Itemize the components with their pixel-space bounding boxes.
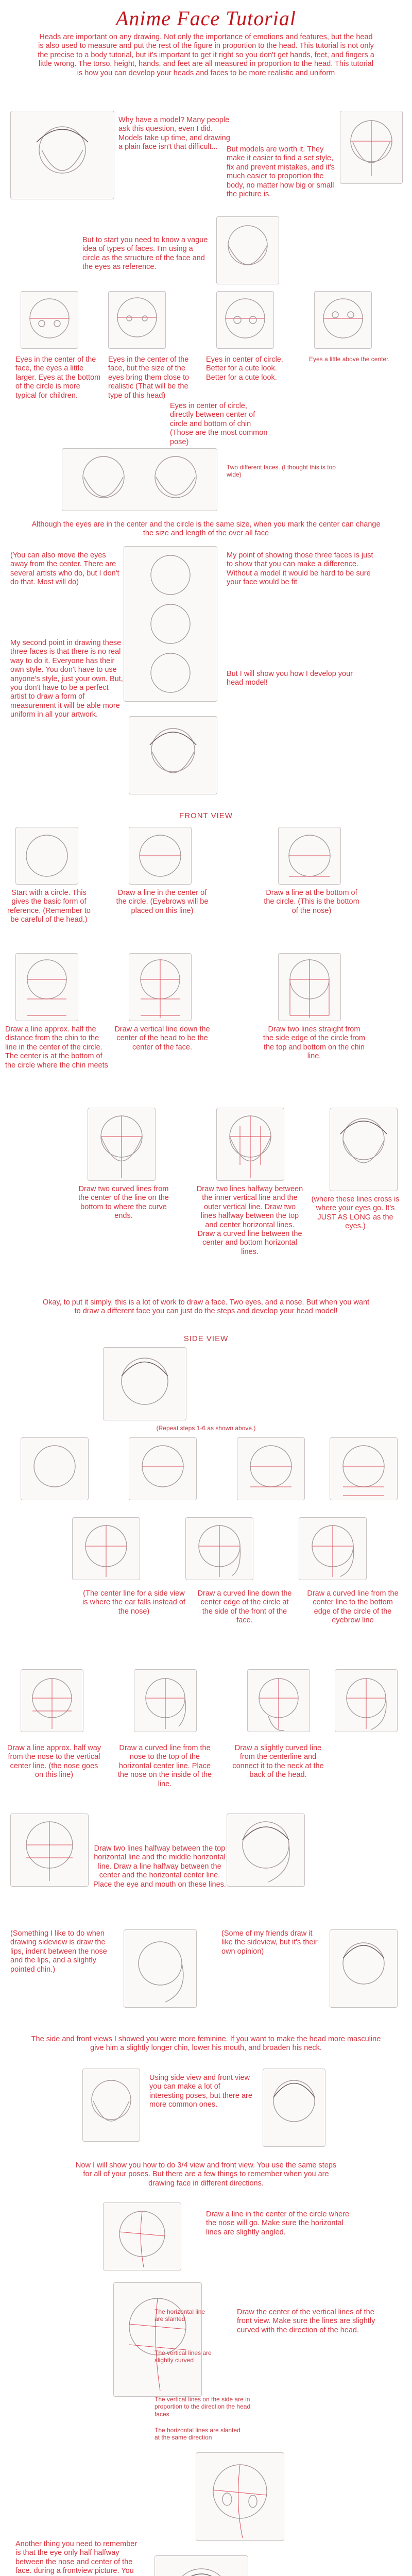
sketch-sv-friend — [330, 1929, 398, 2008]
sketch-tq-guide — [113, 2282, 202, 2397]
fv-step4-text: Draw a line approx. half the distance from the chin to the line in the center of the circle. The center is at the bottom of the circle where the chin meets — [5, 1025, 108, 1070]
sketch-tq-face — [154, 2555, 248, 2576]
sketch-sv-step7 — [299, 1517, 367, 1580]
sketch-girl-tilt — [129, 716, 217, 794]
intro-text: Heads are important on any drawing. Not only the importance of emotions and features, but the head is also used to measure and put the rest of the figure in proportion to the head. This tutorial is not only the precise to a body tutorial, but it's important to get it right so you don't get hands, feet, and fingers a little wrong. The torso, height, hands, and feet are all measured in proportion to the head. This tutorial is how you can develop your heads and faces to be more realistic and uniform — [38, 33, 374, 77]
sketch-fv-step1 — [15, 827, 78, 885]
sketch-sv-step4 — [330, 1437, 398, 1500]
sketch-sv-step3 — [237, 1437, 305, 1500]
sketch-sv-step9 — [134, 1669, 197, 1732]
sketch-sv-face-lines — [10, 1814, 89, 1887]
combine-text: Using side view and front view you can make a lot of interesting poses, but there are more common ones. — [149, 2074, 252, 2109]
side-view-heading: SIDE VIEW — [183, 1334, 229, 1343]
sketch-face-type-2 — [108, 291, 166, 349]
fv-step7-text: Draw two curved lines from the center of the line on the bottom to where the curve ends. — [78, 1185, 169, 1221]
fv-step1-text: Start with a circle. This gives the basic form of reference. (Remember to be careful of the head.) — [7, 889, 91, 924]
sketch-sad-girl — [10, 111, 114, 199]
sketch-face-type-3 — [216, 291, 274, 349]
tq-note2: The vertical lines are slightly curved — [154, 2349, 212, 2364]
sv-step4-text: Draw a line approx. half way from the nose to the vertical center line. (the nose goes on this line) — [7, 1744, 101, 1780]
sketch-three-faces — [124, 546, 217, 702]
sketch-pose-2 — [263, 2069, 325, 2147]
sketch-face-type-1 — [21, 291, 78, 349]
side-and-front-text: The side and front views I showed you were more feminine. If you want to make the head more masculine give him a slightly longer chin, lower his mouth, and broaden his neck. — [31, 2035, 381, 2053]
sv-step7-text: Draw two lines halfway between the top horizontal line and the middle horizontal line. Draw a line halfway between the center and the horizontal center line. Place the eye and mouth on these lines. — [93, 1844, 226, 1889]
tq-note4: The horizontal lines are slanted at the same direction — [154, 2427, 241, 2442]
sketch-fv-step7 — [88, 1108, 156, 1181]
develop-model-text: But I will show you how I develop your head model! — [227, 670, 353, 687]
sv-step1-text: (The center line for a side view is where the ear falls instead of the nose) — [82, 1589, 185, 1616]
sketch-fv-step6 — [278, 953, 341, 1021]
eyes-center-lower-text: Eyes in the center of the face, the eyes a little larger. Eyes at the bottom of the circle is more typical for children. — [15, 355, 101, 400]
sketch-sv-step1 — [21, 1437, 89, 1500]
fv-step2-text: Draw a line in the center of the circle. (Eyebrows will be placed on this line) — [116, 889, 209, 915]
models-useful-text: But models are worth it. They make it easier to find a set style, fix and prevent mistakes, and it's much easier to proportion the body, no matter how big or small the picture is. — [227, 145, 335, 198]
sketch-tq-step1 — [103, 2202, 181, 2270]
sv-step8-text: (Something I like to do when drawing sideview is draw the lips, indent between the nose and the lips, and a slightly pointed chin.) — [10, 1929, 107, 1974]
sketch-fv-step3 — [278, 827, 341, 885]
eyes-circle-center-text: Eyes in center of circle, directly between center of circle and bottom of chin (Those are the most common pose) — [170, 402, 268, 446]
okay-text: Okay, to put it simply, this is a lot of work to draw a face. Two eyes, and a nose. But when you want to draw a different face you can just do the steps and develop your head model! — [42, 1298, 370, 1316]
showing-faces-text: My point of showing those three faces is just to show that you can make a difference. Without a model it would be hard to be sure your face would be fit — [227, 551, 373, 587]
sketch-face-guide — [340, 111, 403, 184]
sv-step6-text: Draw a slightly curved line from the centerline and connect it to the neck at the back of the head. — [232, 1744, 324, 1780]
sv-step3-text: Draw a curved line from the center line to the bottom edge of the circle of the eyebrow line — [307, 1589, 399, 1625]
why-model-text: Why have a model? Many people ask this question, even I did. Models take up time, and drawing a plain face isn't that difficult... — [118, 116, 230, 151]
tq-note3: The vertical lines on the side are in proportion to the direction the head faces — [154, 2396, 251, 2418]
sketch-face-type-4 — [314, 291, 372, 349]
tq-step1-text: Draw a line in the center of the circle where the nose will go. Make sure the horizontal lines are slightly angled. — [206, 2210, 350, 2236]
sketch-sv-step6 — [185, 1517, 253, 1580]
sketch-fv-step8 — [216, 1108, 284, 1181]
sketch-pose-1 — [82, 2069, 140, 2142]
fv-step5-text: Draw a vertical line down the center of the head to be the center of the face. — [114, 1025, 210, 1052]
front-view-heading: FRONT VIEW — [179, 811, 233, 820]
two-faces-note: Two different faces. (I thought this is too wide) — [227, 464, 336, 479]
sketch-two-faces — [62, 448, 217, 511]
sketch-tq-eyes — [196, 2452, 284, 2541]
basic-idea-text: But to start you need to know a vague idea of types of faces. I'm using a circle as the structure of the face and the eyes as reference. — [82, 236, 208, 272]
sv-step5-text: Draw a curved line from the nose to the top of the horizontal center line. Place the nose on the inside of the line. — [117, 1744, 212, 1788]
fv-step8-text: Draw two lines halfway between the inner vertical line and the outer vertical line. Draw two lines halfway between the top and center horizontal lines. Draw a curved line between the center and bottom horizontal lines. — [196, 1185, 303, 1256]
sketch-fv-step2 — [129, 827, 192, 885]
adjust-eyes-text: Although the eyes are in the center and the circle is the same size, when you mark the center can change the size and length of the over all face — [31, 520, 381, 538]
eyes-center-face-text: Eyes in the center of the face, but the size of the eyes bring them close to realistic (That will be the type of this head) — [108, 355, 190, 400]
tq-step3-text: Another thing you need to remember is that the eye only half halfway between the nose and center of the face. during a frontview picture. You — [15, 2540, 138, 2575]
eyes-little-above-text: Eyes a little above the center. — [309, 355, 390, 363]
tq-step2-text: Draw the center of the vertical lines of the front view. Make sure the lines are slightly curved with the direction of the head. — [237, 2308, 375, 2334]
sv-step9-text: (Some of my friends draw it like the sideview, but it's their own opinion) — [221, 1929, 318, 1956]
page-title: Anime Face Tutorial — [115, 7, 297, 30]
fv-step6-text: Draw two lines straight from the side edge of the circle from the top and bottom on the chin line. — [263, 1025, 366, 1061]
eyes-center-circle-text: Eyes in center of circle. Better for a cute look. Better for a cute look. — [206, 355, 283, 382]
sketch-sv-lips — [124, 1929, 197, 2008]
sv-step2-text: Draw a curved line down the center edge of the circle at the side of the front of the face. — [197, 1589, 292, 1625]
sketch-sv-face-final — [227, 1814, 305, 1887]
sketch-sv-step8 — [21, 1669, 83, 1732]
tq-note1: The horizontal line are slanted — [154, 2308, 205, 2323]
sketch-sv-step10 — [247, 1669, 310, 1732]
fv-step8b-text: (where these lines cross is where your eyes go. It's JUST AS LONG as the eyes.) — [311, 1195, 400, 1231]
sketch-side-head-small — [103, 1347, 186, 1420]
sketch-sv-step11 — [335, 1669, 398, 1732]
sketch-head-small — [216, 216, 279, 284]
second-point-text: My second point in drawing these three faces is that there is no real way to do it. Everyone has their own style. You don't have to use anyone's style, just your own. But, you don't have to be a perfect artist to draw a form of measurement it will be able more uniform in all your artwork. — [10, 639, 123, 719]
fv-step3-text: Draw a line at the bottom of the circle. (This is the bottom of the nose) — [264, 889, 359, 915]
sketch-sv-step5 — [72, 1517, 140, 1580]
sketch-fv-step4 — [15, 953, 78, 1021]
sketch-fv-finished — [330, 1108, 398, 1191]
move-eyes-text: (You can also move the eyes away from the center. There are several artists who do, but I don't do that. Most will do) — [10, 551, 119, 587]
sketch-sv-step2 — [129, 1437, 197, 1500]
sketch-fv-step5 — [129, 953, 192, 1021]
repeat-steps-text: (Repeat steps 1-6 as shown above.) — [156, 1425, 256, 1432]
three-quarter-text: Now I will show you how to do 3/4 view and front view. You use the same steps for all of your poses. But there are a few things to remember when you are drawing face in different directions. — [75, 2161, 337, 2188]
